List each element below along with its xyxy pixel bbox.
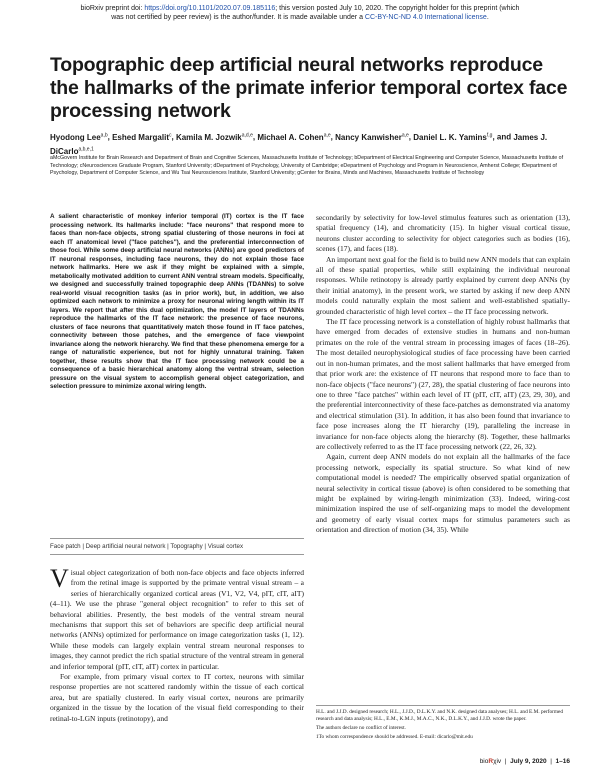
footnotes	[316, 709, 570, 743]
keywords-bottom-rule	[50, 554, 304, 555]
author: Hyodong Lee$^{a,b}$	[50, 132, 108, 142]
notice-prefix-2: was not certified by peer review) is the author/funder. It is made available under a	[111, 14, 363, 21]
notice-line-1	[20, 4, 580, 13]
footer-date: July 9, 2020	[510, 758, 547, 765]
contributions-note: H.L. and J.J.D. designed research; H.L., J.J.D., D.L.K.Y. and N.K. designed data analyses; H.L. and E.M. performed research and data analysis; H.L., E.M., K.M.J., M.A.C., N.K., D.L.K.Y., and J.J.D. wrote the paper.	[316, 709, 564, 722]
author: Nancy Kanwisher$^{a,e}$	[335, 132, 409, 142]
paper-title: Topographic deep artificial neural networks reproduce the hallmarks of the primate inferior temporal cortex face processing network	[50, 54, 568, 122]
correspondence-note: 1To whom correspondence should be addressed. E-mail: dicarlo@mit.edu	[316, 734, 473, 740]
body-paragraph: Again, current deep ANN models do not explain all the hallmarks of the face processing network, especially its spatial structure. So what kind of new computational model is needed? The empirically observed spatial organization of neural selectivity in cortical tissue (above) is often considered to be something that might be explained by wiring-length minimization (33). Indeed, wiring-cost minimization inspired the use of self-organizing maps to model the development and geometry of early visual cortex maps for stimulus parameters such as orientation and direction of motion (34, 35). While	[316, 452, 570, 535]
license-link[interactable]: CC-BY-NC-ND 4.0 International license	[364, 14, 487, 21]
keywords-top-rule	[50, 538, 304, 539]
preprint-notice	[20, 4, 580, 22]
affiliations: aMcGovern Institute for Brain Research and Department of Brain and Cognitive Sciences, Massachusetts Institute of Technology; bDepartment of Electrical Engineering and Computer Science, Massachusetts Institute of Technology; cNeurosciences Graduate Program, Stanford University; dDepartment of Psychology, University of Cambridge; eDepartment of Psychology and Program in Neuroscience, Amherst College; fDepartment of Psychology, Department of Computer Science, and Wu Tsai Neurosciences Institute, Stanford University; gCenter for Brains, Minds and Machines, Massachusetts Institute of Technology	[50, 155, 564, 176]
notice-line-2	[20, 13, 580, 22]
left-body-column	[50, 564, 304, 724]
footer-pages: 1–16	[555, 758, 570, 765]
notice-suffix: ; this version posted July 10, 2020. The copyright holder for this preprint (which	[275, 5, 520, 12]
author: James J. DiCarlo$^{a,b,e,1}$	[50, 132, 548, 157]
body-paragraph: An important next goal for the field is to build new ANN models that can explain all of these spatial properties, while still explaining the individual neuronal responses. While retinotopy is already partly explained by current deep ANNs (by their initial anatomy), in the present work, we started by asking if new deep ANN models could naturally explain the most salient and well-established spatially-grounded characteristic of high level cortex – the IT face processing network.	[316, 254, 570, 316]
abstract: A salient characteristic of monkey inferior temporal (IT) cortex is the IT face processing network. Its hallmarks include: "face neurons" that respond more to faces than non-face objects, strong spatial clustering of those neurons in foci at each IT anatomical level ("face patches"), and the preferential interconnection of those foci. While some deep artificial neural networks (ANNs) are good predictors of IT neuronal responses, including face neurons, they do not explain those face network hallmarks. Here we ask if they might be explained with a simple, metabolically motivated addition to current ANN ventral stream models. Specifically, we designed and successfully trained topographic deep ANNs (TDANNs) to solve real-world visual recognition tasks (as in prior work), but, in addition, we also optimized each network to minimize a proxy for neuronal wiring length within its IT layers. We report that after this dual optimization, the model IT layers of TDANNs reproduce the hallmarks of the IT face network: the presence of face neurons, clusters of face neurons that quantitatively match those found in IT face patches, connectivity between those patches, and the emergence of face viewpoint invariance along the network hierarchy. We find that these phenomena emerge for a range of naturalistic experience, but not for highly unnatural training. Taken together, these results show that the IT face processing network could be a consequence of a basic hierarchical anatomy along the ventral stream, selection pressure on the visual system to accomplish general object categorization, and selection pressure to minimize axonal wiring length.	[50, 213, 304, 390]
right-body-column	[316, 213, 570, 536]
body-paragraph: The IT face processing network is a constellation of highly robust hallmarks that have emerged from decades of extensive studies in humans and non-human primates on the role of the ventral stream in processing images of faces (18–26). The most detailed neurophysiological studies of face processing have been carried out in non-human primates, and the most salient hallmarks that have emerged from that prior work are: the existence of IT neurons that respond more to face than to non-face objects ("face neurons") (27, 28), the spatial clustering of face neurons into one to three "face patches" within each level of IT (pIT, cIT, aIT) (23, 29, 30), and the preferential interconnectivity of these face-patches as demonstrated via anatomy and electrical stimulation (31). In addition, it has also been found that invariance to face pose increases along the IT hierarchy (19), paralleling the increase in invariance for non-face objects along the hierarchy (8). Together, these hallmarks are collectively referred to as the IT face processing network (22, 26, 32).	[316, 317, 570, 451]
intro-text: isual object categorization of both non-face objects and face objects inferred from the retinal image is supported by the primate ventral visual stream – a series of hierarchically organized cortical areas (V1, V2, V4, pIT, cIT, aIT) (4–11). We use the phrase "general object recognition" to refer to this set of behavioral abilities. Presently, the best models of the ventral stream neural mechanisms that support this set of behaviors are specific deep artificial neural networks (ANNs) optimized for performance on image categorization tasks (1, 12). While these models can largely explain ventral stream neuronal responses to images, they cannot predict the rich spatial structure of the ventral stream in general and inferior temporal (pIT, cIT, aIT) cortex in particular.	[50, 568, 304, 671]
notice-prefix: bioRxiv preprint doi:	[80, 5, 145, 12]
conflict-note: The authors declare no conflict of interest.	[316, 725, 406, 731]
author: Michael A. Cohen$^{a,e}$	[257, 132, 331, 142]
footnote-rule	[316, 705, 570, 706]
biorxiv-logo: bioRχiv	[479, 758, 502, 765]
page-footer: bioRχiv | July 9, 2020 | 1–16	[479, 758, 570, 765]
author: Eshed Margalit$^c$	[112, 132, 172, 142]
body-paragraph: secondarily by selectivity for low-level stimulus features such as orientation (13), spatial frequency (14), and chromaticity (15). In higher visual cortical tissue, neurons cluster according to selectivity for object categories such as bodies (16), scenes (17), and faces (18).	[316, 213, 570, 254]
author: Kamila M. Jozwik$^{a,d,e}$	[175, 132, 253, 142]
body-paragraph: For example, from primary visual cortex to IT cortex, neurons with similar response properties are not scattered randomly within the tissue of each cortical area, but are spatially clustered. In early visual cortex, neurons are primarily organized in the tissue by the location of the visual field corresponding to their retinal-to-LGN inputs (retinotopy), and	[50, 672, 304, 723]
notice-suffix-2: .	[486, 14, 489, 21]
intro-paragraph	[50, 564, 304, 672]
drop-cap: V	[50, 564, 69, 593]
author-list: Hyodong Lee$^{a,b}$, Eshed Margalit$^c$, Kamila M. Jozwik$^{a,d,e}$, Michael A. Cohen$^{a,e}$, Nancy Kanwisher$^{a,e}$, Daniel L. K. Yamins$^{f,g}$, and James J. DiCarlo$^{a,b,e,1}$	[50, 132, 548, 157]
keywords: Face patch | Deep artificial neural network | Topography | Visual cortex	[50, 543, 244, 550]
doi-link[interactable]: https://doi.org/10.1101/2020.07.09.185116	[144, 5, 276, 12]
author: Daniel L. K. Yamins$^{f,g}$	[413, 132, 493, 142]
